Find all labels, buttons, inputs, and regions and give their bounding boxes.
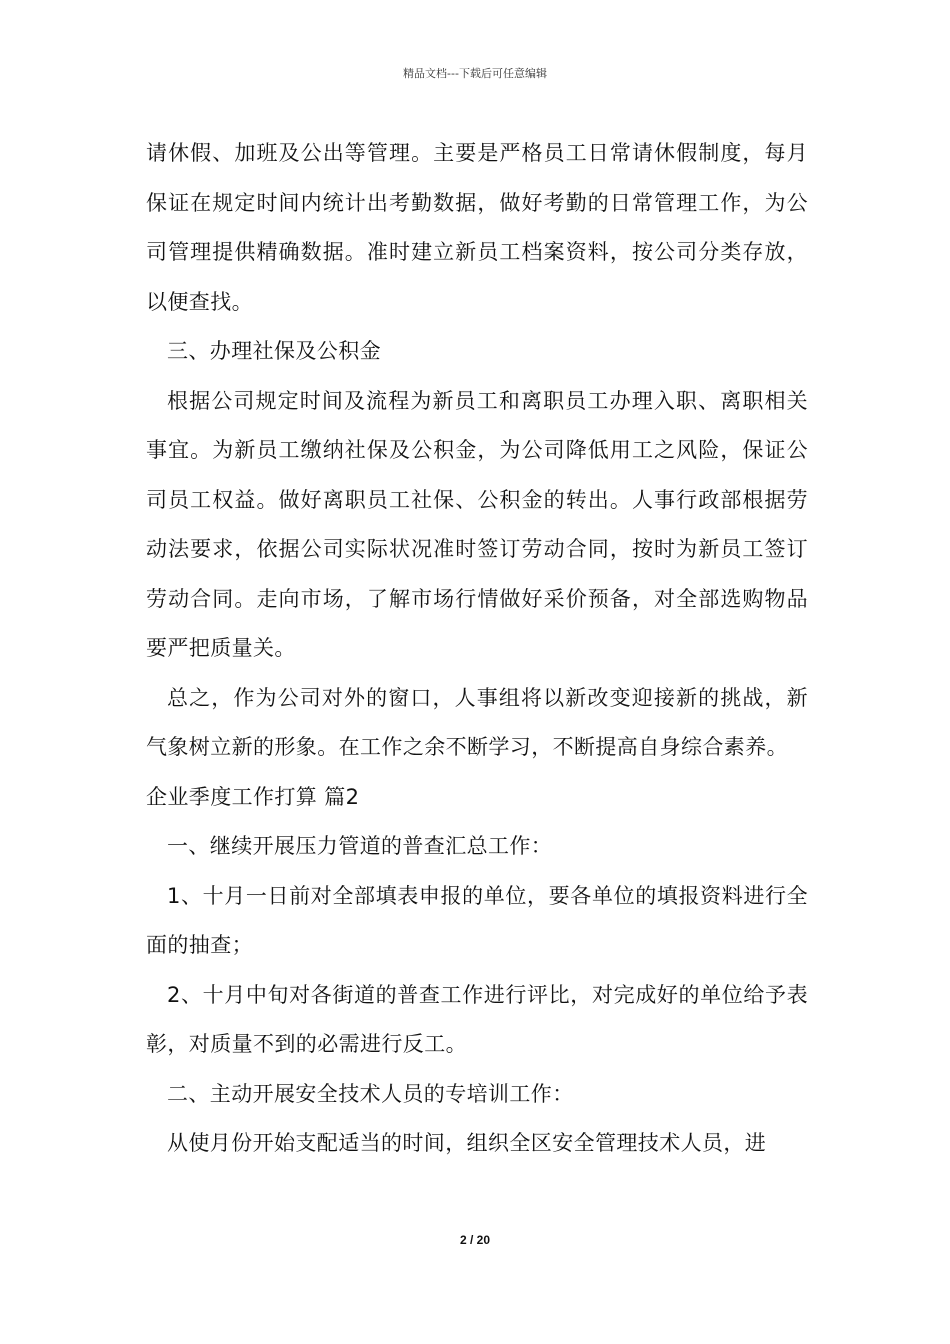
heading-safety-training: 二、主动开展安全技术人员的专培训工作： [167, 1081, 574, 1106]
paragraph-social-insurance: 根据公司规定时间及流程为新员工和离职员工办理入职、离职相关事宜。为新员工缴纳社保及公积金，为公司降低用工之风险，保证公司员工权益。做好离职员工社保、公积金的转出。人事行政部根据劳动法要求，依据公司实际状况准时签订劳动合同，按时为新员工签订劳动合同。走向市场，了解市场行情做好采价预备，对全部选购物品要严把质量关。 [146, 388, 808, 660]
paragraph-summary: 总之，作为公司对外的窗口，人事组将以新改变迎接新的挑战，新气象树立新的形象。在工作之余不断学习，不断提高自身综合素养。 [146, 685, 808, 759]
page-number: 2 / 20 [459, 1233, 491, 1247]
heading-social-insurance: 三、办理社保及公积金 [167, 339, 381, 363]
page-header: 精品文档---下载后可任意编辑 [403, 67, 547, 80]
paragraph-training: 从使月份开始支配适当的时间，组织全区安全管理技术人员，进 [167, 1131, 767, 1155]
heading-pipeline-survey: 一、继续开展压力管道的普查汇总工作： [167, 834, 553, 858]
list-item-2: 2、十月中旬对各街道的普查工作进行评比，对完成好的单位给予表彰，对质量不到的必需进行反工。 [146, 982, 808, 1056]
section-title-plan-2: 企业季度工作打算 篇2 [146, 784, 360, 809]
list-item-1: 1、十月一日前对全部填表申报的单位，要各单位的填报资料进行全面的抽查； [146, 883, 808, 957]
paragraph-leave-management: 请休假、加班及公出等管理。主要是严格员工日常请休假制度，每月保证在规定时间内统计出考勤数据，做好考勤的日常管理工作，为公司管理提供精确数据。准时建立新员工档案资料，按公司分类存放，以便查找。 [146, 141, 808, 314]
document-body [146, 129, 808, 1169]
